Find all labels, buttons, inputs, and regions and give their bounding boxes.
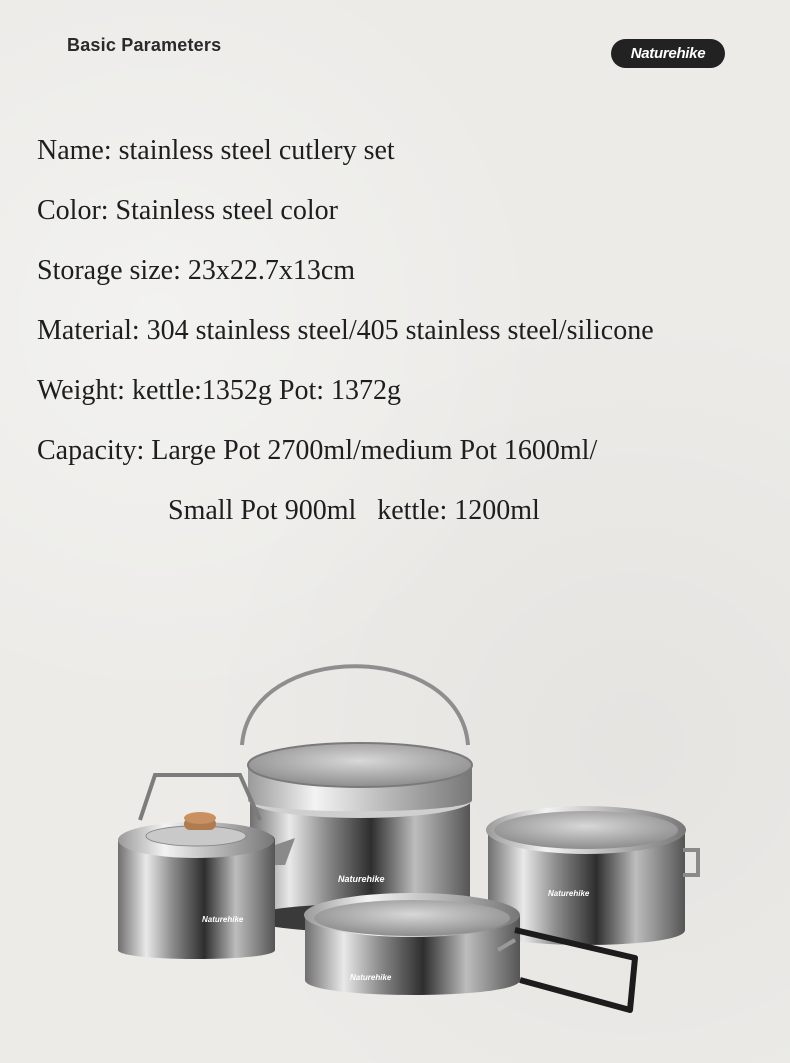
section-title: Basic Parameters xyxy=(67,35,222,55)
parameter-list xyxy=(37,130,787,550)
svg-text:Naturehike: Naturehike xyxy=(350,973,392,982)
large-pot xyxy=(242,666,472,932)
svg-text:Naturehike: Naturehike xyxy=(338,874,385,884)
param-weight: Weight: kettle:1352g Pot: 1372g xyxy=(37,375,402,406)
param-color: Color: Stainless steel color xyxy=(37,195,338,226)
param-storage-size: Storage size: 23x22.7x13cm xyxy=(37,255,356,286)
brand-logo-badge: Naturehike xyxy=(611,39,725,68)
cookware-set-photo xyxy=(100,650,720,1030)
param-name: Name: stainless steel cutlery set xyxy=(37,135,395,166)
param-capacity-continued: Small Pot 900ml kettle: 1200ml xyxy=(168,495,540,526)
svg-text:Naturehike: Naturehike xyxy=(202,915,244,924)
param-capacity: Capacity: Large Pot 2700ml/medium Pot 1600ml/ xyxy=(37,435,598,466)
param-material: Material: 304 stainless steel/405 stainless steel/silicone xyxy=(37,315,654,346)
svg-text:Naturehike: Naturehike xyxy=(548,889,590,898)
